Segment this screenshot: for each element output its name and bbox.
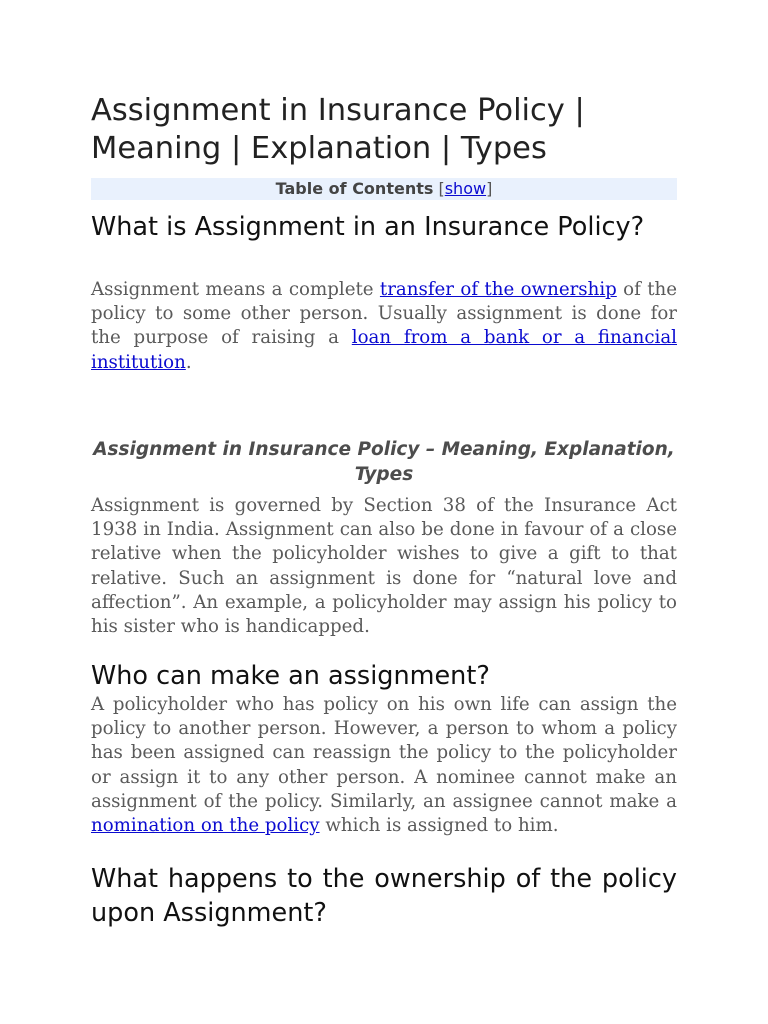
toc-show-link[interactable]: show xyxy=(444,179,487,198)
section-heading-ownership-upon-assignment: What happens to the ownership of the policy upon Assignment? xyxy=(91,864,677,928)
section-heading-who-can-assign: Who can make an assignment? xyxy=(91,661,490,691)
section-paragraph-definition xyxy=(91,278,677,375)
section-heading-what-is-assignment: What is Assignment in an Insurance Policy? xyxy=(91,212,645,242)
link-transfer-of-ownership[interactable]: transfer of the ownership xyxy=(379,279,617,300)
toc-bracket-close: ] xyxy=(486,179,493,198)
table-of-contents xyxy=(91,178,677,200)
link-loan-from-bank[interactable]: loan from a bank or a financial institution xyxy=(91,327,677,373)
section-paragraph-who-can-assign xyxy=(91,693,677,838)
paragraph-text: . xyxy=(185,351,192,373)
paragraph-text: Assignment means a complete xyxy=(91,279,380,300)
toc-title: Table of Contents xyxy=(275,179,434,198)
image-caption: Assignment in Insurance Policy – Meaning, Explanation, Types xyxy=(93,439,675,485)
paragraph-text: A policyholder who has policy on his own life can assign the policy to another person. However, a person to whom a policy has been assigned can reassign the policy to the policyholder or assign it to any other person. A nominee cannot make an assignment of the policy. Similarly, an assignee cannot make a xyxy=(91,694,677,812)
paragraph-text: which is assigned to him. xyxy=(319,815,559,837)
paragraph-text: of the policy to some other person. Usually assignment is done for the purpose of raising a xyxy=(91,279,677,349)
toc-bracket-open: [ xyxy=(438,179,445,198)
link-nomination-on-policy[interactable]: nomination on the policy xyxy=(91,815,320,837)
page-title: Assignment in Insurance Policy | Meaning | Explanation | Types xyxy=(91,93,585,166)
section-paragraph-governance: Assignment is governed by Section 38 of the Insurance Act 1938 in India. Assignment can also be done in favour of a close relative when the policyholder wishes to give a gift to that relative. Such an assignment is done for “natural love and affection”. An example, a policyholder may assign his policy to his sister who is handicapped. xyxy=(91,495,677,638)
